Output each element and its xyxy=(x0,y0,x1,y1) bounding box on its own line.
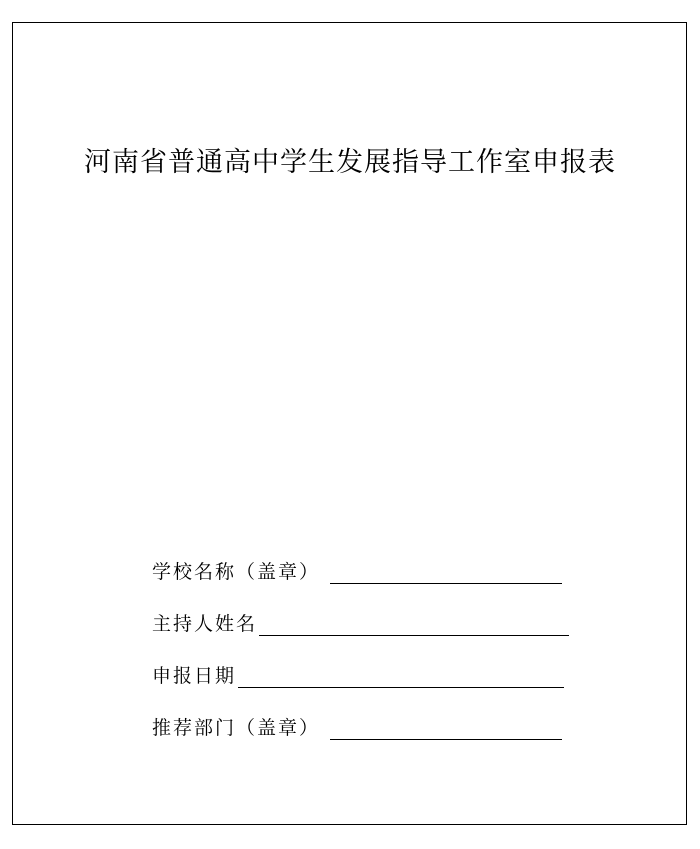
application-date-label: 申报日期 xyxy=(152,665,237,687)
school-name-field xyxy=(152,560,562,584)
recommending-dept-blank xyxy=(330,719,562,740)
host-name-field xyxy=(152,612,569,636)
recommending-dept-label: 推荐部门（盖章） xyxy=(152,717,321,739)
host-name-label: 主持人姓名 xyxy=(152,613,258,635)
application-date-field xyxy=(152,664,564,688)
document-title: 河南省普通高中学生发展指导工作室申报表 xyxy=(84,147,616,178)
application-date-blank xyxy=(238,667,564,688)
school-name-blank xyxy=(330,563,562,584)
recommending-dept-field xyxy=(152,716,562,740)
school-name-label: 学校名称（盖章） xyxy=(152,561,321,583)
host-name-blank xyxy=(259,615,569,636)
